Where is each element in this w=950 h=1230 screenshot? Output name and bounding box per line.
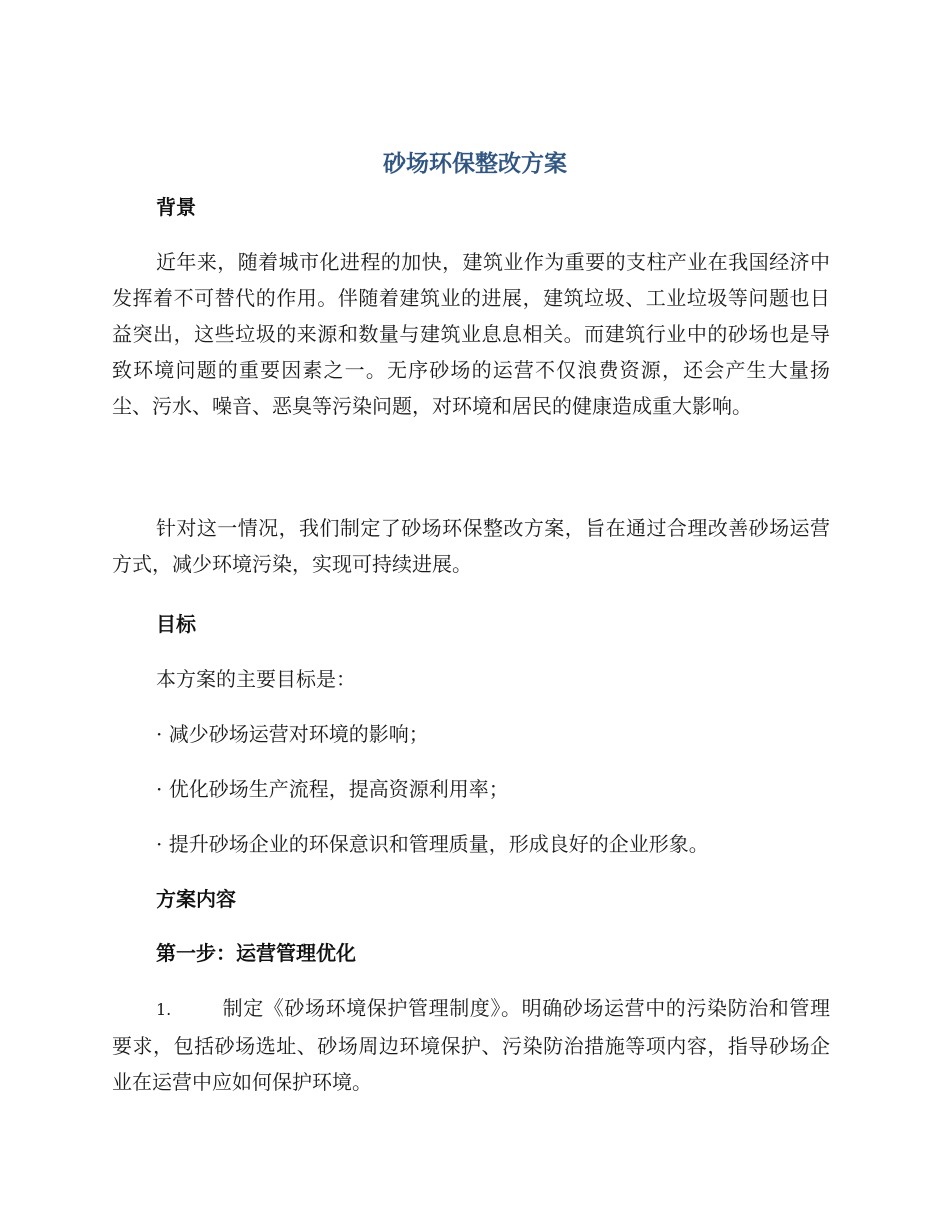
background-paragraph-2: 针对这一情况，我们制定了砂场环保整改方案，旨在通过合理改善砂场运营方式，减少环境污染，实现可持续进展。 — [112, 516, 830, 576]
step1-heading: 第一步：运营管理优化 — [156, 941, 356, 965]
background-paragraph-1: 近年来，随着城市化进程的加快，建筑业作为重要的支柱产业在我国经济中发挥着不可替代的作用。伴随着建筑业的进展，建筑垃圾、工业垃圾等问题也日益突出，这些垃圾的来源和数量与建筑业息息相关。而建筑行业中的砂场也是导致环境问题的重要因素之一。无序砂场的运营不仅浪费资源，还会产生大量扬尘、污水、噪音、恶臭等污染问题，对环境和居民的健康造成重大影响。 — [112, 250, 830, 418]
goal-item-3: · 提升砂场企业的环保意识和管理质量，形成良好的企业形象。 — [156, 832, 709, 856]
section-heading-background: 背景 — [156, 195, 196, 219]
numbered-item-1 — [112, 990, 830, 1100]
goal-item-2: · 优化砂场生产流程，提高资源利用率； — [156, 777, 509, 801]
section-heading-goals: 目标 — [156, 612, 196, 636]
section-heading-content: 方案内容 — [156, 887, 236, 911]
goals-intro: 本方案的主要目标是： — [156, 667, 356, 691]
item-number: 1. — [156, 1000, 172, 1019]
goal-item-1: · 减少砂场运营对环境的影响； — [156, 722, 429, 746]
item-text: 制定《砂场环境保护管理制度》。明确砂场运营中的污染防治和管理要求，包括砂场选址、砂场周边环境保护、污染防治措施等项内容，指导砂场企业在运营中应如何保护环境。 — [112, 996, 830, 1094]
document-title: 砂场环保整改方案 — [383, 151, 567, 177]
